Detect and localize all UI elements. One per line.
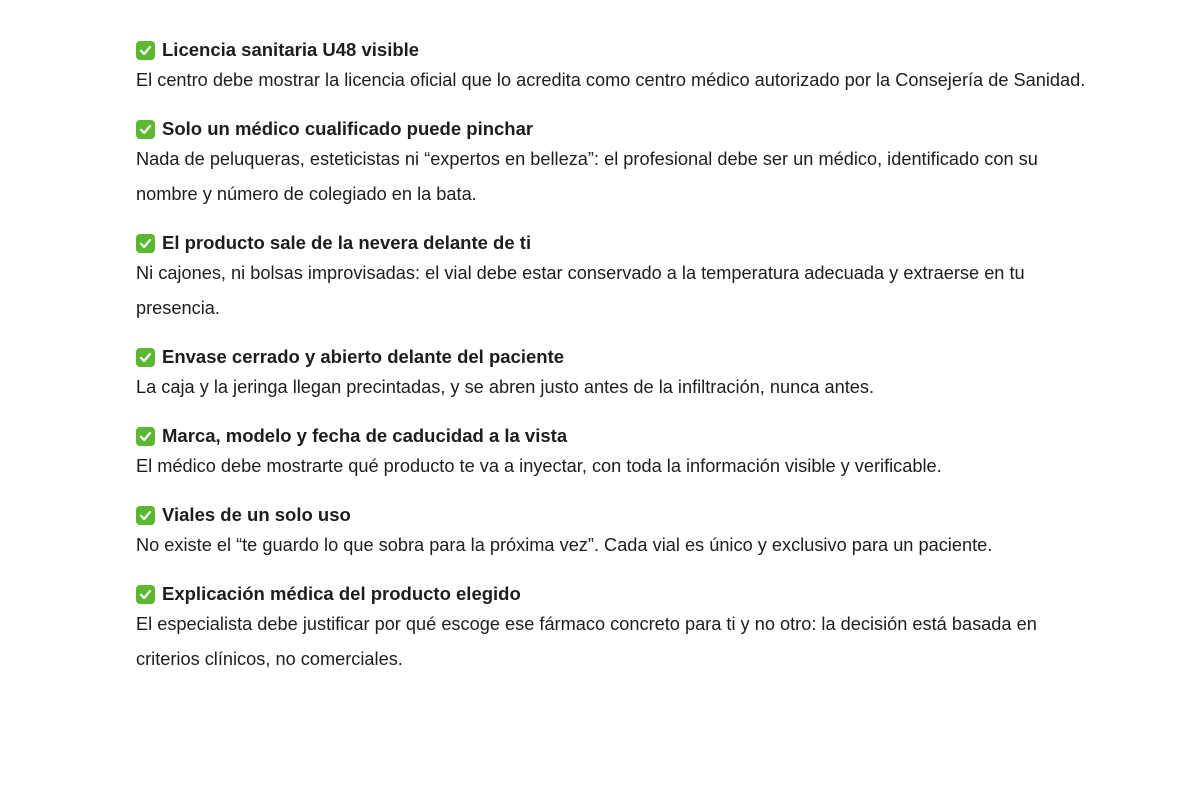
- checklist-item: [136, 581, 1096, 677]
- check-icon: [136, 348, 155, 367]
- check-icon: [136, 585, 155, 604]
- item-description: Ni cajones, ni bolsas improvisadas: el vial debe estar conservado a la temperatura adecuada y extraerse en tu presencia.: [136, 263, 1025, 318]
- item-heading: [136, 116, 1096, 142]
- check-icon: [136, 41, 155, 60]
- check-icon: [136, 120, 155, 139]
- item-title: Explicación médica del producto elegido: [162, 583, 521, 604]
- checklist-item: [136, 502, 1096, 563]
- item-description: El centro debe mostrar la licencia oficial que lo acredita como centro médico autorizado por la Consejería de Sanidad.: [136, 70, 1086, 90]
- check-icon: [136, 427, 155, 446]
- item-title: Solo un médico cualificado puede pinchar: [162, 118, 534, 139]
- item-description: La caja y la jeringa llegan precintadas, y se abren justo antes de la infiltración, nunca antes.: [136, 377, 875, 397]
- item-description: El médico debe mostrarte qué producto te va a inyectar, con toda la información visible y verificable.: [136, 456, 942, 476]
- item-heading: [136, 581, 1096, 607]
- item-title: Viales de un solo uso: [162, 504, 351, 525]
- item-heading: [136, 344, 1096, 370]
- checklist: [136, 37, 1096, 695]
- item-title: El producto sale de la nevera delante de ti: [162, 232, 532, 253]
- check-icon: [136, 506, 155, 525]
- check-icon: [136, 234, 155, 253]
- item-description: El especialista debe justificar por qué escoge ese fármaco concreto para ti y no otro: la decisión está basada en criterios clínicos, no comerciales.: [136, 614, 1037, 669]
- item-heading: [136, 230, 1096, 256]
- item-description: Nada de peluqueras, esteticistas ni “expertos en belleza”: el profesional debe ser un médico, identificado con su nombre y número de colegiado en la bata.: [136, 149, 1038, 204]
- item-heading: [136, 37, 1096, 63]
- checklist-item: [136, 116, 1096, 212]
- item-title: Envase cerrado y abierto delante del paciente: [162, 346, 565, 367]
- checklist-item: [136, 37, 1096, 98]
- item-title: Marca, modelo y fecha de caducidad a la vista: [162, 425, 568, 446]
- checklist-item: [136, 423, 1096, 484]
- checklist-item: [136, 230, 1096, 326]
- item-heading: [136, 423, 1096, 449]
- item-title: Licencia sanitaria U48 visible: [162, 39, 420, 60]
- checklist-item: [136, 344, 1096, 405]
- item-description: No existe el “te guardo lo que sobra para la próxima vez”. Cada vial es único y exclusivo para un paciente.: [136, 535, 993, 555]
- item-heading: [136, 502, 1096, 528]
